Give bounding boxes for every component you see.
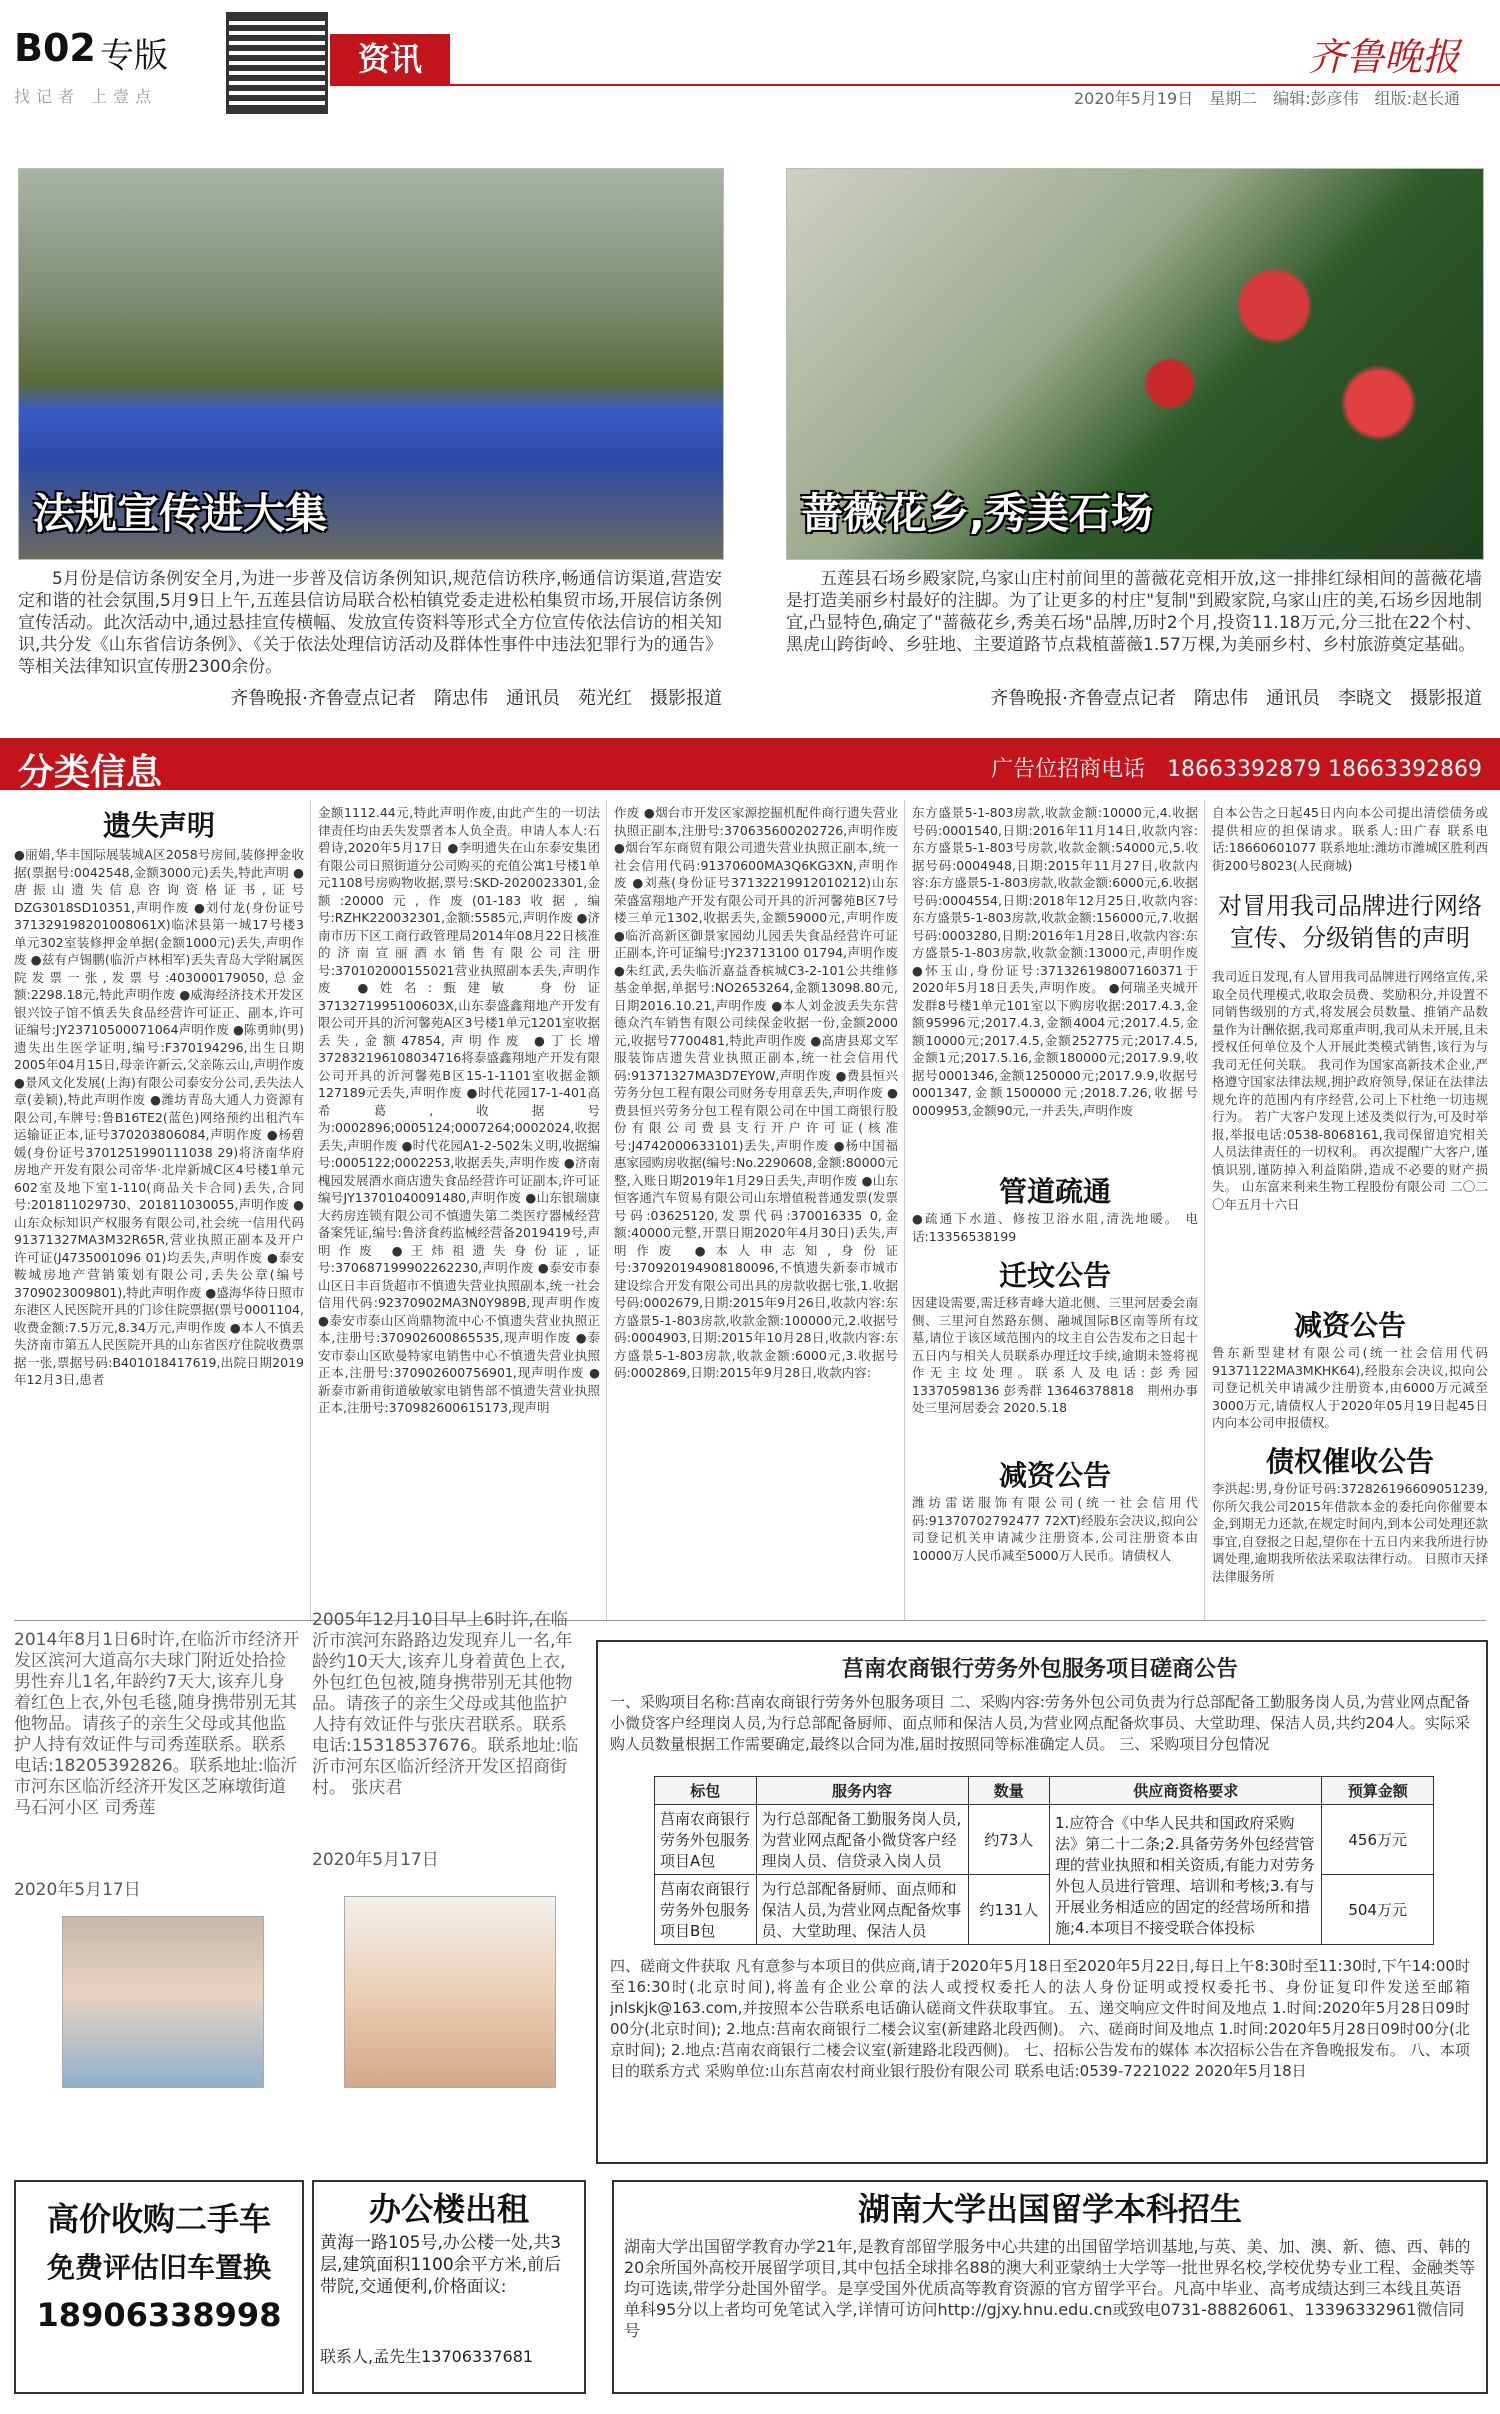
newspaper-logo: 齐鲁晚报 xyxy=(1307,35,1460,79)
column-divider xyxy=(310,800,311,1620)
dredge-title: 管道疏通 xyxy=(998,1175,1111,1208)
debt-claim-body: 自本公告之日起45日内向本公司提出清偿债务或提供相应的担保请求。联系人:田广春 联系电话:18660601077 联系地址:潍坊市潍城区胜利西街200号8023(人民商城) xyxy=(1212,805,1488,873)
story-body: 五莲县石场乡殿家院,乌家山庄村前间里的蔷薇花竞相开放,这一排排红绿相间的蔷薇花墙是打造美丽乡村最好的注脚。为了让更多的村庄"复制"到殿家院,乌家山庄的美,石场乡因地制宜,凸显特色,确定了"蔷薇花乡,秀美石场"品牌,历时2个月,投资11.18万元,分三批在22个村、黑虎山跨街岭、乡驻地、主要道路节点栽植蔷薇1.57万棵,为美丽乡村、乡村旅游奠定基础。 xyxy=(786,569,1482,655)
hunan-university-body: 湖南大学出国留学教育办学21年,是教育部留学服务中心共建的出国留学培训基地,与英、美、加、澳、新、德、西、韩的20余所国外高校开展留学项目,其中包括全球排名88的澳大利亚蒙纳士大学等一批世界名校,学校优势专业工程、金融类等均可选读,带学分赴国外留学。是享受国外优质高等教育资源的官方留学平台。凡高中毕业、高考成绩达到三本线且英语单科95分以上者均可免笔试入学,详情可访问http://gjxy.hnu.edu.cn或致电0731-88826061、13396332961微信同号 xyxy=(624,2237,1475,2340)
dredge-body: ●疏通下水道、修按卫浴水阻,清洗地暖。 电话:13356538199 xyxy=(912,1211,1198,1244)
capital-reduction-body: 潍坊雷诺服饰有限公司(统一社会信用代码:91370702792477 72XT)经股东会决议,拟向公司登记机关申请减少注册资本,公司注册资本由10000万人民币减至5000万人民币。请债权人 xyxy=(912,1495,1198,1563)
qr-code-icon[interactable] xyxy=(226,12,328,114)
grave-move-title: 迁坟公告 xyxy=(998,1259,1111,1292)
used-car-phone[interactable]: 18906338998 xyxy=(36,2296,282,2334)
brand-misuse-title: 对冒用我司品牌进行网络宣传、分级销售的声明 xyxy=(1218,892,1482,952)
table-cell: 约73人 xyxy=(968,1805,1049,1875)
table-header: 预算金额 xyxy=(1322,1777,1434,1805)
table-cell: 504万元 xyxy=(1322,1875,1434,1945)
grave-move-body: 因建设需要,需迁移青峰大道北侧、三里河居委会南侧、三里河自然路东侧、融城国际B区南等所有坟墓,请位于该区域范围内的坟主自公告发布之日起十五日内与相关人员联系办理迁坟手续,逾期未签将视作无主坟处理。联系人及电话:彭秀园 13370598136 彭秀群 13646378818 荆州办事处三里河居委会 2020.5.18 xyxy=(912,1295,1198,1415)
office-rent-body: 黄海一路105号,办公楼一处,共3层,建筑面积1100余平方米,前后带院,交通便利,价格面议: xyxy=(320,2233,562,2297)
column-divider xyxy=(904,800,905,1620)
lost-column: 东方盛景5-1-803房款,收款金额:10000元,4.收据号码:0001540,日期:2016年11月14日,收款内容:东方盛景5-1-803号房款,收款金额:54000元,5.收据号码:0004948,日期:2015年11月27日,收款内容:东方盛景5-1-803房款,收款金额:6000元,6.收据号码:0004554,日期:2018年12月25日,收款内容:东方盛景5-1-803房款,收款金额:156000元,7.收据号码:0003280,日期:2016年1月28日,收款内容:东方盛景5-1-803房款,收款金额:13000元,声明作废 ●怀玉山,身份证号:371326198007160371于2020年5月18日丢失,声明作废。 ●何瑞圣夹城开发群8号楼1单元101室以下购房收据:2017.4.3,金额95996元;2017.4.3,金额4004元;2017.4.5,金额10000元;2017.4.5,金额252775元;2017.4.5,金额1元;2017.5.16,金额180000元;2017.9.9,收据号0001346,金额1250000元;2017.9.9,收据号0001347,金额1500000元;2018.7.26,收据号0009953,金额90元,一并丢失,声明作废 xyxy=(912,805,1198,1118)
column-divider xyxy=(606,800,607,1620)
used-car-title: 高价收购二手车 xyxy=(46,2200,271,2238)
photo-caption: 法规宣传进大集 xyxy=(33,489,328,538)
capital-reduction-body: 鲁东新型建材有限公司(统一社会信用代码91371122MA3MKHK64),经股东会决议,拟向公司登记机关申请减少注册资本,由6000万元减至3000万元,请债权人于2020年05月19日起45日内向本公司申报债权。 xyxy=(1212,1345,1488,1430)
column-divider xyxy=(1204,800,1205,1620)
debt-collection-body: 李洪起:男,身份证号码:372826196609051239,你所欠我公司2015年借款本金的委托向你催要本金,到期无力还款,在规定时间内,到本公司处理还款事宜,自登报之日起,望你在十五日内来我所进行协调处理,逾期我所依法采取法律行动。 日照市天择法律服务所 xyxy=(1212,1481,1488,1584)
story-credit: 齐鲁晚报·齐鲁壹点记者 隋忠伟 通讯员 李晓文 摄影报道 xyxy=(990,688,1482,709)
bank-procurement-title: 莒南农商银行劳务外包服务项目磋商公告 xyxy=(841,1657,1238,1682)
table-cell: 为行总部配备厨师、面点师和保洁人员,为营业网点配备炊事员、大堂助理、保洁人员 xyxy=(756,1875,968,1945)
bank-procurement-footer: 四、磋商文件获取 凡有意参与本项目的供应商,请于2020年5月18日至2020年5月22日,每日上午8:30时至11:30时,下午14:00时至16:30时(北京时间),将盖有企业公章的法人或授权委托人的法人身份证明或授权委托书、身份证复印件发送至邮箱jnlskjk@163.com,并按照本公告联系电话确认磋商文件获取事宜。 五、递交响应文件时间及地点 1.时间:2020年5月28日09时00分(北京时间); 2.地点:莒南农商银行二楼会议室(新建路北段西侧)。 六、磋商时间及地点 1.时间:2020年5月28日09时00分(北京时间); 2.地点:莒南农商银行二楼会议室(新建路北段西侧)。 七、招标公告发布的媒体 本次招标公告在齐鲁晚报发布。 八、本项目的联系方式 采购单位:山东莒南农村商业银行股份有限公司 联系电话:0539-7221022 2020年5月18日 xyxy=(610,1957,1470,2080)
bank-package-table xyxy=(654,1776,1434,1945)
capital-reduction-title: 减资公告 xyxy=(998,1459,1111,1492)
lost-column: 金额1112.44元,特此声明作废,由此产生的一切法律责任均由丢失发票者本人负全责。申请人本人:石碧诗,2020年5月17日 ●李明遗失在山东泰安集团有限公司日照街道分公司购买的充值公寓1号楼1单元1108号房购物收据,票号:SKD-2020023301,金额:20000元,作废(01-183收据,编号:RZHK220032301,金额:5585元,声明作废 ●济南市历下区工商行政管理局2014年08月22日核准的济南宣丽酒水销售有限公司注册号:370102000155021营业执照副本丢失,声明作废 ●姓名:甄建敏 身份证3713271995100603X,山东泰盛鑫翔地产开发有限公司开具的沂河馨苑A区3号楼1单元1201室收据丢失,金额47854,声明作废 ●丁长增372832196108034716将泰盛鑫翔地产开发有限公司开具的沂河馨苑B区15-1-1101室收据金额127189元丢失,声明作废 ●时代花园17-1-401高希葛,收据号为:0002896;0005124;0007264;0002024,收据丢失,声明作废 ●时代花园A1-2-502朱义明,收据编号:0005122;0002253,收据丢失,声明作废 ●济南槐园发展酒水商店遗失食品经营许可证副本,许可证编号JY13701040091480,声明作废 ●山东银瑞康大药房连锁有限公司不慎遗失第二类医疗器械经营备案凭证,编号:鲁济食药监械经营备2019419号,声明作废 ●王炜祖遗失身份证,证号:370687199902262230,声明作废 ●泰安市泰山区日丰百货超市不慎遗失营业执照副本,统一社会信用代码:92370902MA3N0Y989B,现声明作废 ●泰安市泰山区尚鼎物流中心不慎遗失营业执照正本,注册号:370902600865535,现声明作废 ●泰安市泰山区欧曼特家电销售中心不慎遗失营业执照正本,注册号:370902600756901,现声明作废 ●新泰市新甫街道敏敏家电销售部不慎遗失营业执照正本,注册号:370982600615173,现声明 xyxy=(318,805,600,1415)
foundling-date: 2020年5月17日 xyxy=(312,1850,439,1870)
lost-column: ●丽娟,华丰国际展装城A区2058号房间,装修押金收据(票据号:0042548,金额3000元)丢失,特此声明 ●唐振山遗失信息咨询资格证书,证号DZG3018SD10351,声明作废 ●刘付龙(身份证号371329198201008061X)临沭县第一城17号楼3单元302室装修押金单据(金额1000元)丢失,声明作废 ●兹有卢锡鹏(临沂卢林相军)丢失青岛大学附属医院发票一张,发票号:403000179050,总金额:2298.18元,特此声明作废 ●威海经济技术开发区银兴饺子馆不慎丢失食品经营许可证正、副本,许可证编号:JY23710500071064声明作废 ●陈勇帅(男)遗失出生医学证明,编号:F370194296,出生日期2005年04月15日,母亲许新云,父亲陈云山,声明作废 ●景风文化发展(上海)有限公司泰安分公司,丢失法人章(姜颖),特此声明作废 ●潍坊青岛大通人力资源有限公司,车牌号:鲁B16TE2(蓝色)网络预约出租汽车运输证正本,证号370203806084,声明作废 ●杨碧媛(身份证号3701251990111038 29)将济南华府房地产开发有限公司帝华·北岸新城C区4号楼1单元602室及地下室1-110(商品关卡合同)丢失,合同号:201811029730、201811030055,声明作废 ●山东众标知识产权服务有限公司,社会统一信用代码91371327MA3M32R65R,营业执照正副本及开户许可证(J4735001096 01)均丢失,声明作废 ●泰安鞍城房地产营销策划有限公司,丢失公章(编号3709023009801),特此声明作废 ●盛海华待日照市东港区人民医院开具的门诊住院票据(票号0001104,收费金额:7.5万元,8.34万元,声明作废 ●本人不慎丢失济南市第五人民医院开具的山东省医疗住院收费票据一张,票据号码:B401018417619,出院日期2019年12月3日,患者 xyxy=(14,847,304,1387)
section-divider xyxy=(14,1620,1486,1621)
foundling-photo xyxy=(62,1916,264,2088)
classified-title: 分类信息 xyxy=(18,752,163,793)
table-header: 供应商资格要求 xyxy=(1050,1777,1322,1805)
capital-reduction-title: 减资公告 xyxy=(1293,1309,1406,1342)
table-cell: 456万元 xyxy=(1322,1805,1434,1875)
tab-news[interactable]: 资讯 xyxy=(330,34,450,84)
foundling-photo xyxy=(344,1896,556,2088)
table-row xyxy=(655,1805,1434,1875)
ad-phone: 广告位招商电话 18663392879 18663392869 xyxy=(991,757,1482,782)
brand-misuse-body: 我司近日发现,有人冒用我司品牌进行网络宣传,采取全员代理模式,收取会员费、奖励积分,并设置不同销售级别的方式,将发展会员数量、推销产品数量作为计酬依据,我司郑重声明,我司从未开展,且未授权任何单位及个人开展此类模式销售,该行为与我司无任何关联。 我司作为国家高新技术企业,严格遵守国家法律法规,拥护政府领导,保证在法律法规允许的范围内有序经营,公司上下杜绝一切违规行为。 若广大客户发现上述及类似行为,可及时举报,举报电话:0538-8068161,我司保留追究相关人员法律责任的一切权利。 再次提醒广大客户,谨慎识别,谨防掉入利益陷阱,造成不必要的财产损失。 山东富来利来生物工程股份有限公司 二〇二〇年五月十六日 xyxy=(1212,969,1488,1212)
story-credit: 齐鲁晚报·齐鲁壹点记者 隋忠伟 通讯员 苑光红 摄影报道 xyxy=(230,688,722,709)
classified-banner xyxy=(0,738,1500,793)
photo-rose-village xyxy=(786,168,1484,560)
table-header: 数量 xyxy=(968,1777,1049,1805)
table-cell: 1.应符合《中华人民共和国政府采购法》第二十二条;2.具备劳务外包经营管理的营业执照和相关资质,有能力对劳务外包人员进行管理、培训和考核;3.有与开展业务相适应的固定的经营场所和措施;4.本项目不接受联合体投标 xyxy=(1050,1805,1322,1945)
header-meta: 2020年5月19日 星期二 编辑:彭彦伟 组版:赵长通 xyxy=(1073,89,1460,108)
section-label: 专版 xyxy=(100,36,168,76)
foundling-notice: 2005年12月10日早上6时许,在临沂市滨河东路路边发现弃儿一名,年龄约10天大,该弃儿身着黄色上衣,外包红色包被,随身携带别无其他物品。请孩子的亲生父母或其他监护人持有效证件与张庆君联系。联系电话:15318537676。联系地址:临沂市河东区临沂经济开发区招商街村。 张庆君 xyxy=(312,1610,579,1798)
lost-notice-title: 遗失声明 xyxy=(102,809,215,842)
table-cell: 莒南农商银行劳务外包服务项目A包 xyxy=(655,1805,757,1875)
table-header: 标包 xyxy=(655,1777,757,1805)
hunan-university-title: 湖南大学出国留学本科招生 xyxy=(857,2190,1242,2228)
lost-column: 作废 ●烟台市开发区家源挖掘机配件商行遗失营业执照正副本,注册号:370635600202726,声明作废 ●烟台军东商贸有限公司遗失营业执照正副本,统一社会信用代码:91370600MA3Q6KG3XN,声明作废 ●刘燕(身份证号37132219912010212)山东荣盛富翔地产开发有限公司开具的沂河馨苑B区7号楼三单元1302,收据丢失,金额59000元,声明作废 ●临沂高新区御景家园幼儿园丢失食品经营许可证正副本,许可证编号:JY23713100 01794,声明作废 ●朱红武,丢失临沂嘉益香槟城C3-2-101公共维修基金单据,单据号:NO2653264,金额13098.80元,日期2016.10.21,声明作废 ●本人刘金波丢失东营德众汽车销售有限公司续保金收据一份,金额2000元,收据号7700481,特此声明作废 ●高唐县郑文军服装饰店遗失营业执照正副本,统一社会信用代码:91371327MA3D7EY0W,声明作废 ●费县恒兴劳务分包工程有限公司财务专用章丢失,声明作废 ●费县恒兴劳务分包工程有限公司在中国工商银行股份有限公司费县支行开户许可证(核准号:J4742000633101)丢失,声明作废 ●杨中国福惠家园购房收据(编号:No.2290608,金额:80000元整,入账日期2019年1月29日丢失,声明作废 ●山东恒客通汽车贸易有限公司山东增值税普通发票(发票号码:03625120,发票代码:370016335 0,金额:40000元整,开票日期2020年4月30日)丢失,声明作废 ●本人申志知,身份证号:370920194908180096,不慎遗失新泰市城市建设综合开发有限公司出具的房款收据七张,1.收据号码:0002679,日期:2015年9月26日,收款内容:东方盛景5-1-803房款,收款金额:100000元,2.收据号码:0004903,日期:2015年10月28日,收款内容:东方盛景5-1-803房款,收款金额:6000元,3.收据号码:0002869,日期:2015年9月28日,收款内容: xyxy=(614,805,898,1380)
table-header: 服务内容 xyxy=(756,1777,968,1805)
table-cell: 莒南农商银行劳务外包服务项目B包 xyxy=(655,1875,757,1945)
story-body: 5月份是信访条例安全月,为进一步普及信访条例知识,规范信访秩序,畅通信访渠道,营造安定和谐的社会氛围,5月9日上午,五莲县信访局联合松柏镇党委走进松柏集贸市场,开展信访条例宣传活动。此次活动中,通过悬挂宣传横幅、发放宣传资料等形式全方位宣传依法信访的相关知识,共分发《山东省信访条例》、《关于依法处理信访活动及群体性事件中违法犯罪行为的通告》等相关法律知识宣传册2300余份。 xyxy=(18,569,722,677)
debt-collection-title: 债权催收公告 xyxy=(1265,1445,1434,1478)
page-number: B02 xyxy=(14,26,96,70)
table-cell: 为行总部配备工勤服务岗人员,为营业网点配备小微贷客户经理岗人员、信贷录入岗人员 xyxy=(756,1805,968,1875)
bank-procurement-intro: 一、采购项目名称:莒南农商银行劳务外包服务项目 二、采购内容:劳务外包公司负责为行总部配备工勤服务岗人员,为营业网点配备小微贷客户经理岗人员,为行总部配备厨师、面点师和保洁人员,为营业网点配备炊事员、大堂助理、保洁人员,共约204人。实际采购人员数量根据工作需要确定,最终以合同为准,届时按照同等标准确定人员。 三、采购项目分包情况 xyxy=(610,1693,1470,1753)
office-rent-contact[interactable]: 联系人,孟先生13706337681 xyxy=(320,2347,534,2366)
office-rent-title: 办公楼出租 xyxy=(368,2190,529,2228)
used-car-sub: 免费评估旧车置换 xyxy=(46,2251,271,2284)
table-cell: 约131人 xyxy=(968,1875,1049,1945)
header-slogan: 找记者 上壹点 xyxy=(14,87,158,106)
photo-legal-publicity xyxy=(18,168,724,560)
photo-caption: 蔷薇花乡,秀美石场 xyxy=(801,489,1153,538)
foundling-notice: 2014年8月1日6时许,在临沂市经济开发区滨河大道高尔夫球门附近处拾捡男性弃儿1名,年龄约7天大,该弃儿身着红色上衣,外包毛毯,随身携带别无其他物品。请孩子的亲生父母或其他监护人持有效证件与司秀莲联系。联系电话:18205392826。联系地址:临沂市河东区临沂经济开发区芝麻墩街道马石河小区 司秀莲 xyxy=(14,1630,300,1818)
foundling-date: 2020年5月17日 xyxy=(14,1880,141,1900)
